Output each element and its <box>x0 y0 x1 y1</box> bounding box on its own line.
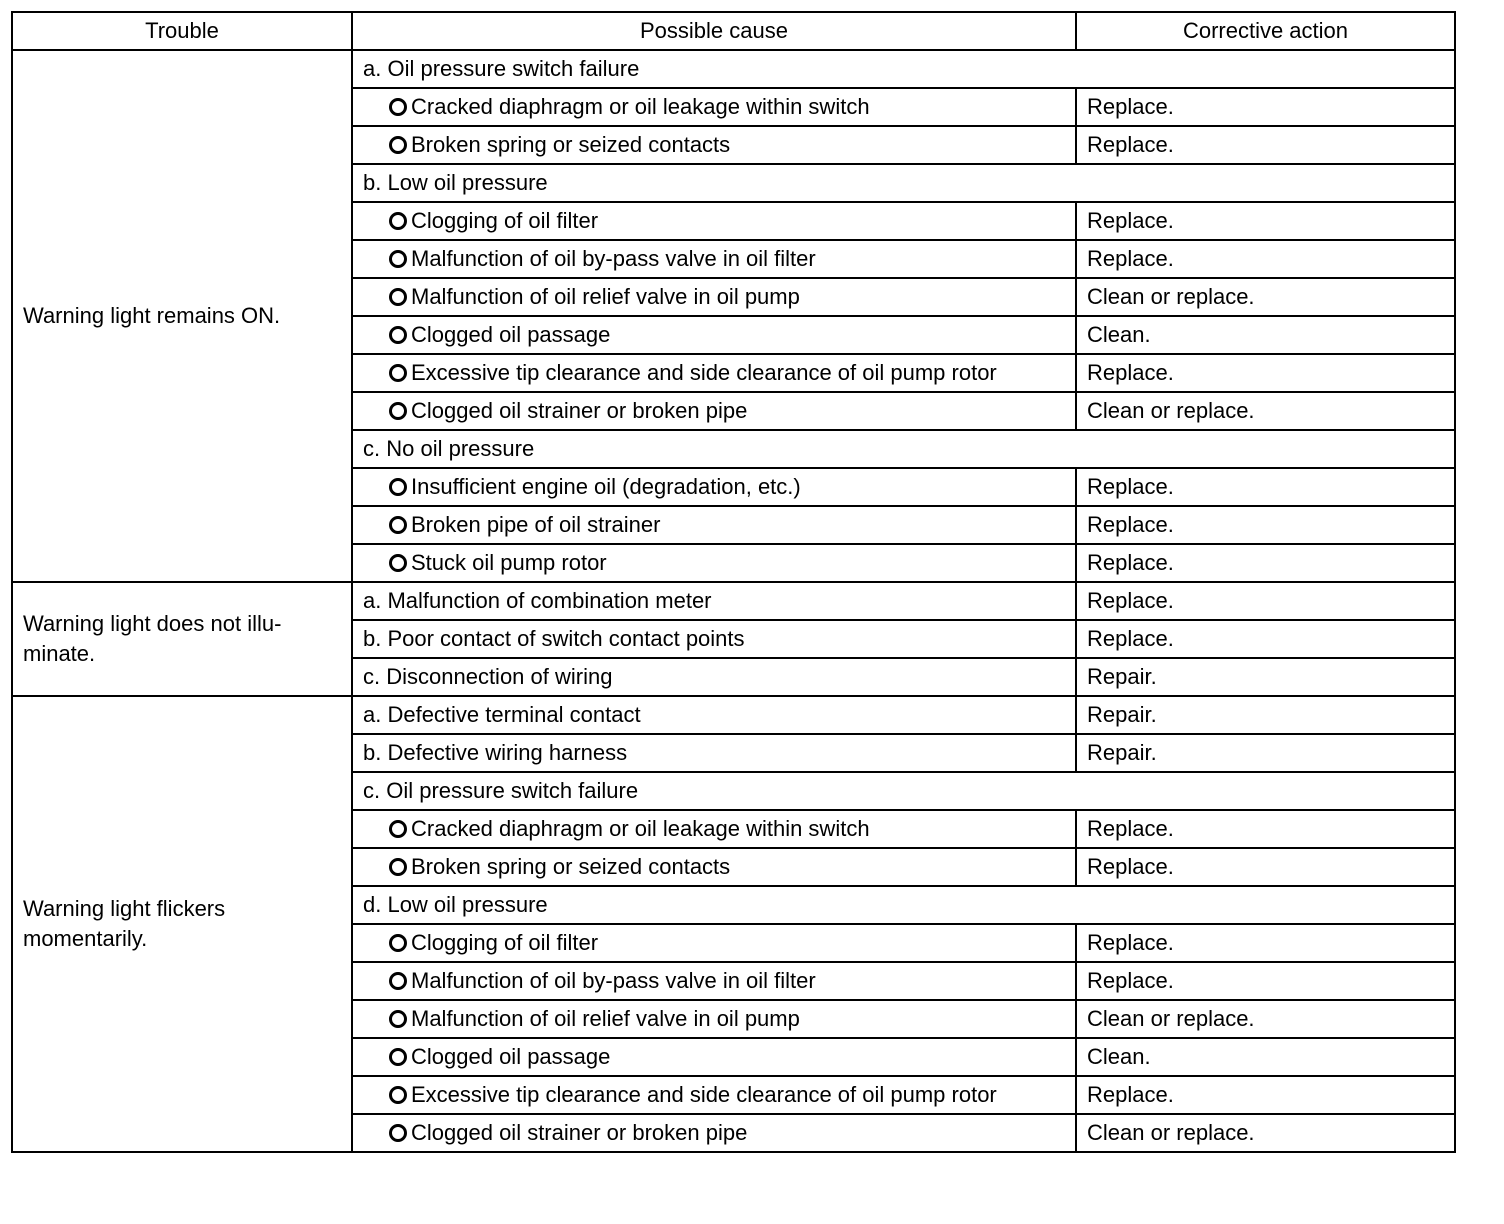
corrective-action: Replace. <box>1076 240 1455 278</box>
cause-item <box>352 88 1076 126</box>
corrective-action: Replace. <box>1076 202 1455 240</box>
cause-text: Cracked diaphragm or oil leakage within switch <box>411 94 870 119</box>
cause-item <box>352 1076 1076 1114</box>
circle-bullet-icon <box>389 858 407 876</box>
circle-bullet-icon <box>389 554 407 572</box>
circle-bullet-icon <box>389 136 407 154</box>
header-row <box>12 12 1455 50</box>
table-row <box>12 50 1455 88</box>
corrective-action: Clean or replace. <box>1076 1000 1455 1038</box>
circle-bullet-icon <box>389 364 407 382</box>
circle-bullet-icon <box>389 1124 407 1142</box>
cause-text: Malfunction of oil relief valve in oil pump <box>411 1006 800 1031</box>
cause-item <box>352 544 1076 582</box>
cause-text: Clogging of oil filter <box>411 208 599 233</box>
corrective-action: Replace. <box>1076 544 1455 582</box>
corrective-action: Replace. <box>1076 620 1455 658</box>
circle-bullet-icon <box>389 1010 407 1028</box>
corrective-action: Replace. <box>1076 1076 1455 1114</box>
cause-item <box>352 354 1076 392</box>
cause-item <box>352 1114 1076 1152</box>
circle-bullet-icon <box>389 478 407 496</box>
cause-text: Clogged oil passage <box>411 1044 611 1069</box>
circle-bullet-icon <box>389 1086 407 1104</box>
trouble-table <box>11 11 1456 1153</box>
trouble-cell: Warning light does not illu- minate. <box>12 582 352 696</box>
trouble-cell: Warning light remains ON. <box>12 50 352 582</box>
cause-item <box>352 962 1076 1000</box>
cause-item <box>352 506 1076 544</box>
cause-category: b. Low oil pressure <box>352 164 1455 202</box>
cause-text: Malfunction of oil by-pass valve in oil filter <box>411 246 816 271</box>
corrective-action: Repair. <box>1076 696 1455 734</box>
cause-text: Malfunction of oil by-pass valve in oil filter <box>411 968 816 993</box>
header-trouble: Trouble <box>12 12 352 50</box>
cause-text: a. Defective terminal contact <box>352 696 1076 734</box>
circle-bullet-icon <box>389 326 407 344</box>
corrective-action: Clean. <box>1076 1038 1455 1076</box>
table-row <box>12 696 1455 734</box>
cause-text: Clogging of oil filter <box>411 930 599 955</box>
cause-item <box>352 924 1076 962</box>
cause-category: d. Low oil pressure <box>352 886 1455 924</box>
corrective-action: Replace. <box>1076 810 1455 848</box>
cause-text: Insufficient engine oil (degradation, etc.) <box>411 474 801 499</box>
circle-bullet-icon <box>389 98 407 116</box>
cause-text: c. Disconnection of wiring <box>352 658 1076 696</box>
corrective-action: Replace. <box>1076 506 1455 544</box>
cause-text: Clogged oil strainer or broken pipe <box>411 1120 748 1145</box>
cause-text: Excessive tip clearance and side clearance of oil pump rotor <box>411 360 997 385</box>
cause-text: Clogged oil passage <box>411 322 611 347</box>
cause-item <box>352 278 1076 316</box>
corrective-action: Clean or replace. <box>1076 392 1455 430</box>
corrective-action: Replace. <box>1076 468 1455 506</box>
corrective-action: Replace. <box>1076 354 1455 392</box>
cause-item <box>352 1000 1076 1038</box>
circle-bullet-icon <box>389 516 407 534</box>
cause-item <box>352 202 1076 240</box>
table-row <box>12 582 1455 620</box>
corrective-action: Replace. <box>1076 962 1455 1000</box>
cause-text: Broken spring or seized contacts <box>411 854 731 879</box>
header-corrective-action: Corrective action <box>1076 12 1455 50</box>
circle-bullet-icon <box>389 1048 407 1066</box>
cause-item <box>352 126 1076 164</box>
corrective-action: Clean. <box>1076 316 1455 354</box>
circle-bullet-icon <box>389 212 407 230</box>
circle-bullet-icon <box>389 288 407 306</box>
corrective-action: Clean or replace. <box>1076 1114 1455 1152</box>
cause-text: b. Poor contact of switch contact points <box>352 620 1076 658</box>
cause-text: a. Malfunction of combination meter <box>352 582 1076 620</box>
corrective-action: Clean or replace. <box>1076 278 1455 316</box>
cause-text: Malfunction of oil relief valve in oil pump <box>411 284 800 309</box>
cause-item <box>352 240 1076 278</box>
cause-item <box>352 316 1076 354</box>
corrective-action: Replace. <box>1076 126 1455 164</box>
cause-item <box>352 810 1076 848</box>
corrective-action: Repair. <box>1076 658 1455 696</box>
corrective-action: Replace. <box>1076 88 1455 126</box>
header-possible-cause: Possible cause <box>352 12 1076 50</box>
cause-item <box>352 1038 1076 1076</box>
cause-text: Broken pipe of oil strainer <box>411 512 661 537</box>
cause-text: Cracked diaphragm or oil leakage within switch <box>411 816 870 841</box>
cause-text: Clogged oil strainer or broken pipe <box>411 398 748 423</box>
cause-item <box>352 468 1076 506</box>
circle-bullet-icon <box>389 972 407 990</box>
corrective-action: Replace. <box>1076 582 1455 620</box>
circle-bullet-icon <box>389 402 407 420</box>
corrective-action: Replace. <box>1076 924 1455 962</box>
cause-text: Broken spring or seized contacts <box>411 132 731 157</box>
circle-bullet-icon <box>389 820 407 838</box>
corrective-action: Repair. <box>1076 734 1455 772</box>
table-body <box>12 50 1455 1152</box>
cause-item <box>352 848 1076 886</box>
cause-category: a. Oil pressure switch failure <box>352 50 1455 88</box>
trouble-cell: Warning light flickers momentarily. <box>12 696 352 1152</box>
circle-bullet-icon <box>389 934 407 952</box>
corrective-action: Replace. <box>1076 848 1455 886</box>
cause-category: c. No oil pressure <box>352 430 1455 468</box>
cause-category: c. Oil pressure switch failure <box>352 772 1455 810</box>
cause-item <box>352 392 1076 430</box>
cause-text: Excessive tip clearance and side clearance of oil pump rotor <box>411 1082 997 1107</box>
circle-bullet-icon <box>389 250 407 268</box>
cause-text: b. Defective wiring harness <box>352 734 1076 772</box>
cause-text: Stuck oil pump rotor <box>411 550 607 575</box>
